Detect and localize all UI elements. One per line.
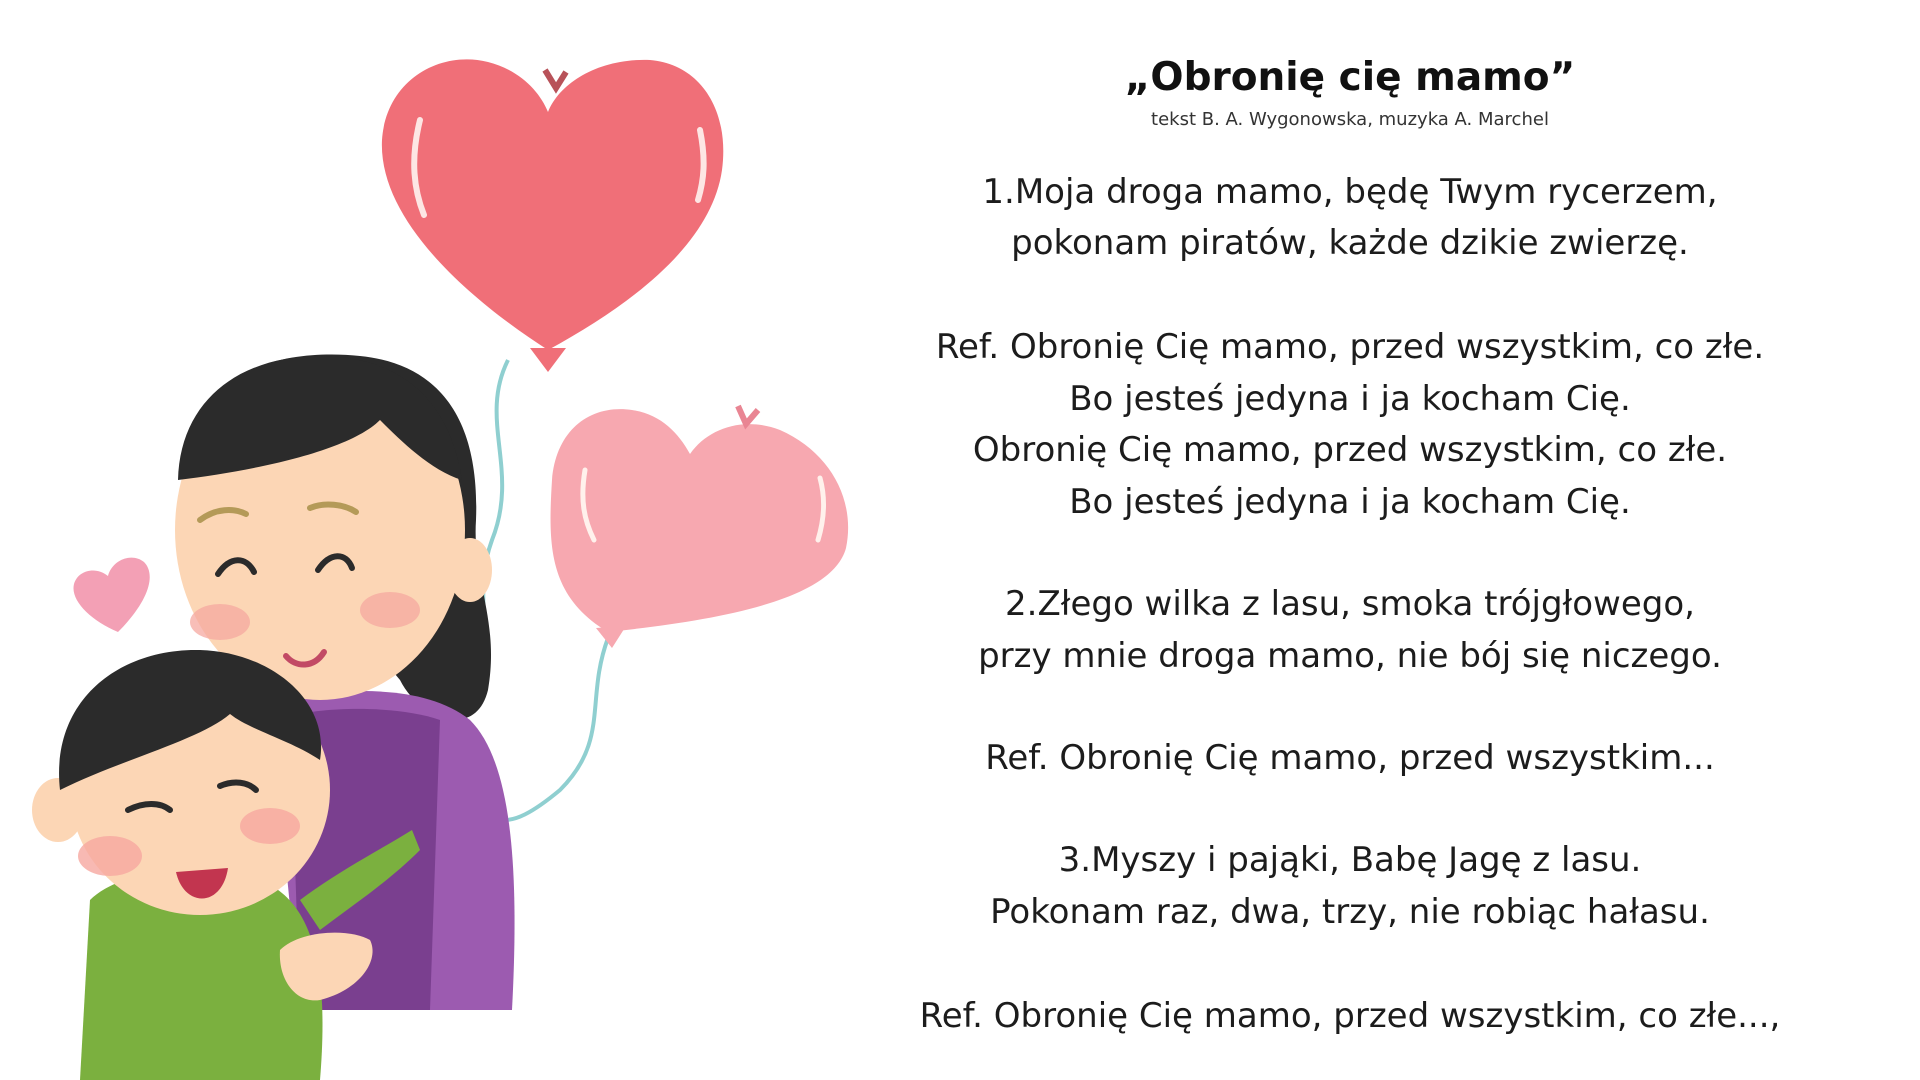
- red-heart-balloon-icon: [382, 59, 723, 372]
- pink-heart-balloon-icon: [551, 406, 849, 648]
- refrain-1-line-2: Bo jesteś jedyna i ja kocham Cię.: [1069, 379, 1631, 419]
- verse-3-line-1: 3.Myszy i pająki, Babę Jagę z lasu.: [1058, 840, 1642, 880]
- verse-2-line-1: 2.Złego wilka z lasu, smoka trójgłowego,: [1005, 584, 1695, 624]
- refrain-3: Ref. Obronię Cię mamo, przed wszystkim, co złe...,: [919, 996, 1781, 1036]
- song-title: „Obronię cię mamo”: [1124, 55, 1576, 100]
- refrain-1-line-3: Obronię Cię mamo, przed wszystkim, co złe.: [972, 430, 1728, 470]
- verse-1-line-1: 1.Moja droga mamo, będę Twym rycerzem,: [982, 172, 1718, 212]
- verse-3-line-2: Pokonam raz, dwa, trzy, nie robiąc hałasu.: [990, 892, 1710, 932]
- refrain-1-line-4: Bo jesteś jedyna i ja kocham Cię.: [1069, 482, 1631, 522]
- verse-1-line-2: pokonam piratów, każde dzikie zwierzę.: [1011, 223, 1689, 263]
- refrain-1-line-1: Ref. Obronię Cię mamo, przed wszystkim, co złe.: [935, 327, 1765, 367]
- refrain-2: Ref. Obronię Cię mamo, przed wszystkim...: [985, 738, 1715, 778]
- lyrics-panel: [900, 0, 1800, 1080]
- song-credits: tekst B. A. Wygonowska, muzyka A. Marchel: [1151, 109, 1549, 130]
- mother-child-illustration: [0, 0, 900, 1080]
- small-heart-icon: [73, 558, 149, 632]
- verse-2-line-2: przy mnie droga mamo, nie bój się niczego.: [978, 636, 1722, 676]
- balloon-string-2: [505, 638, 608, 820]
